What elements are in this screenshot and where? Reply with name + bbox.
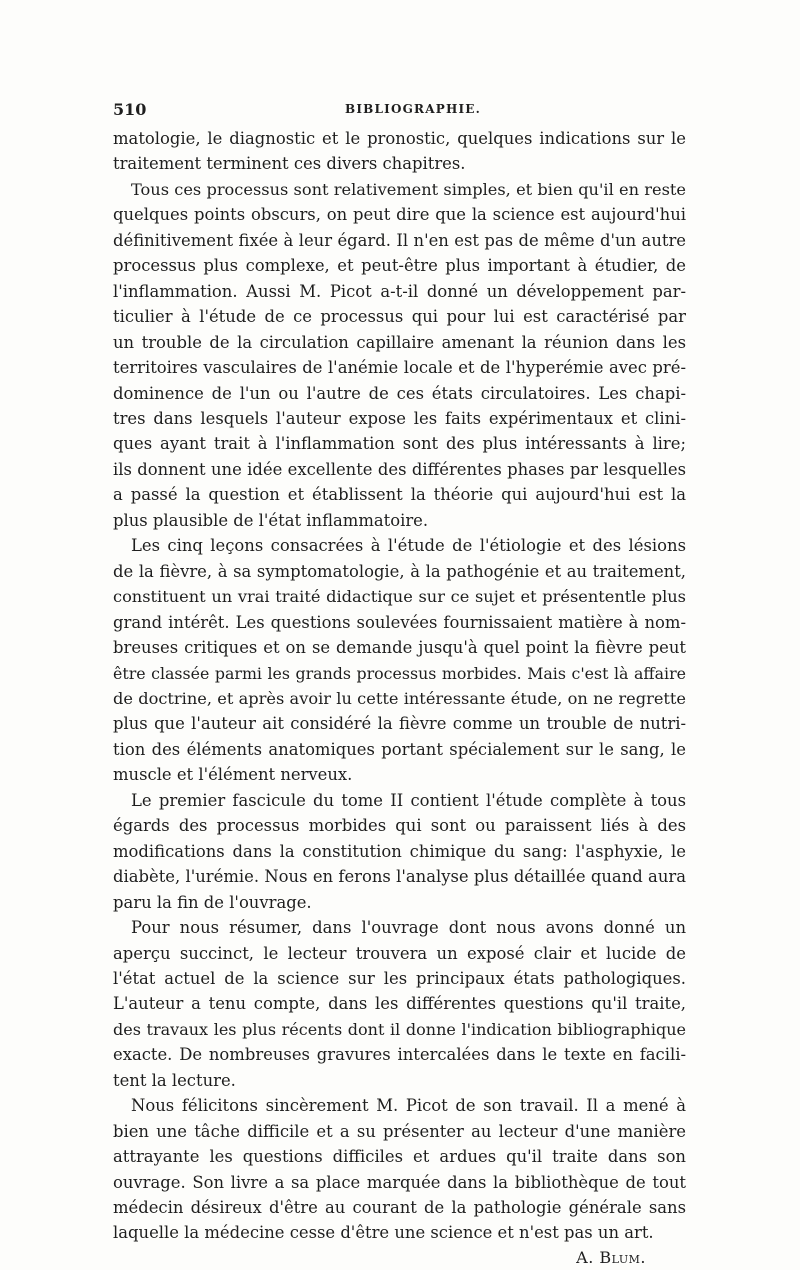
text-line: médecin désireux d'être au courant de la pathologie générale sans: [113, 1198, 686, 1218]
text-line: constituent un vrai traité didactique sur ce sujet et présententle plus: [113, 587, 686, 607]
text-line: aperçu succinct, le lecteur trouvera un exposé clair et lucide de: [113, 943, 686, 963]
text-line: des travaux les plus récents dont il donne l'indication bibliographique: [113, 1019, 686, 1039]
text-line: ticulier à l'étude de ce processus qui pour lui est caractérisé par: [113, 307, 686, 327]
paragraph: [113, 533, 686, 788]
text-line: plus que l'auteur ait considéré la fièvre comme un trouble de nutri-: [113, 714, 686, 734]
text-line: ouvrage. Son livre a sa place marquée dans la bibliothèque de tout: [113, 1172, 686, 1192]
text-line: définitivement fixée à leur égard. Il n'en est pas de même d'un autre: [113, 230, 686, 250]
text-line: Le premier fascicule du tome II contient l'étude complète à tous: [131, 790, 686, 810]
running-title: BIBLIOGRAPHIE.: [345, 102, 482, 116]
text-line: l'inflammation. Aussi M. Picot a-t-il donné un développement par-: [113, 281, 686, 301]
text-line: égards des processus morbides qui sont ou paraissent liés à des: [113, 816, 686, 836]
text-line: plus plausible de l'état inflammatoire.: [113, 510, 429, 530]
text-line: paru la fin de l'ouvrage.: [113, 892, 312, 912]
paragraph: [113, 915, 686, 1093]
signature: [113, 1246, 686, 1270]
text-line: muscle et l'élément nerveux.: [113, 765, 353, 785]
paragraph: [113, 126, 686, 177]
paragraph: [113, 788, 686, 915]
text-line: tent la lecture.: [113, 1070, 236, 1090]
paragraph: [113, 177, 686, 533]
text-line: Les cinq leçons consacrées à l'étude de l'étiologie et des lésions: [131, 536, 686, 556]
running-head: [113, 100, 686, 126]
text-line: territoires vasculaires de l'anémie locale et de l'hyperémie avec pré-: [113, 358, 686, 378]
signature-name: Blum.: [599, 1247, 646, 1267]
text-line: diabète, l'urémie. Nous en ferons l'analyse plus détaillée quand aura: [113, 867, 686, 887]
text-line: quelques points obscurs, on peut dire que la science est aujourd'hui: [113, 205, 686, 225]
text-line: bien une tâche difficile et a su présenter au lecteur d'une manière: [113, 1121, 686, 1141]
book-page: [113, 100, 686, 1270]
text-line: matologie, le diagnostic et le pronostic, quelques indications sur le: [113, 129, 686, 148]
text-line: modifications dans la constitution chimique du sang: l'asphyxie, le: [113, 841, 686, 861]
signature-initial: A.: [576, 1247, 594, 1267]
text-line: un trouble de la circulation capillaire amenant la réunion dans les: [113, 332, 686, 352]
text-line: ques ayant trait à l'inflammation sont des plus intéressants à lire;: [113, 434, 686, 454]
text-line: ils donnent une idée excellente des différentes phases par lesquelles: [113, 459, 686, 479]
text-line: être classée parmi les grands processus morbides. Mais c'est là affaire: [113, 663, 686, 683]
text-line: Tous ces processus sont relativement simples, et bien qu'il en reste: [131, 179, 686, 199]
text-line: dominence de l'un ou l'autre de ces états circulatoires. Les chapi-: [113, 383, 686, 403]
text-line: exacte. De nombreuses gravures intercalées dans le texte en facili-: [113, 1045, 686, 1065]
text-line: processus plus complexe, et peut-être plus important à étudier, de: [113, 256, 686, 276]
text-line: laquelle la médecine cesse d'être une science et n'est pas un art.: [113, 1223, 654, 1243]
text-line: tres dans lesquels l'auteur expose les faits expérimentaux et clini-: [113, 408, 686, 428]
text-line: l'état actuel de la science sur les principaux états pathologiques.: [113, 968, 686, 988]
paragraph: [113, 1093, 686, 1246]
text-line: attrayante les questions difficiles et ardues qu'il traite dans son: [113, 1147, 686, 1167]
text-line: L'auteur a tenu compte, dans les différentes questions qu'il traite,: [113, 994, 686, 1014]
text-line: de doctrine, et après avoir lu cette intéressante étude, on ne regrette: [113, 688, 686, 708]
text-line: a passé la question et établissent la théorie qui aujourd'hui est la: [113, 485, 686, 505]
page-number: 510: [113, 100, 147, 119]
body-text: [113, 126, 686, 1246]
text-line: de la fièvre, à sa symptomatologie, à la pathogénie et au traitement,: [113, 561, 686, 581]
text-line: breuses critiques et on se demande jusqu'à quel point la fièvre peut: [113, 638, 686, 658]
text-line: traitement terminent ces divers chapitres.: [113, 154, 466, 174]
text-line: Pour nous résumer, dans l'ouvrage dont nous avons donné un: [131, 918, 686, 938]
text-line: grand intérêt. Les questions soulevées fournissaient matière à nom-: [113, 612, 686, 632]
text-line: tion des éléments anatomiques portant spécialement sur le sang, le: [113, 739, 686, 759]
text-line: Nous félicitons sincèrement M. Picot de son travail. Il a mené à: [131, 1096, 686, 1116]
